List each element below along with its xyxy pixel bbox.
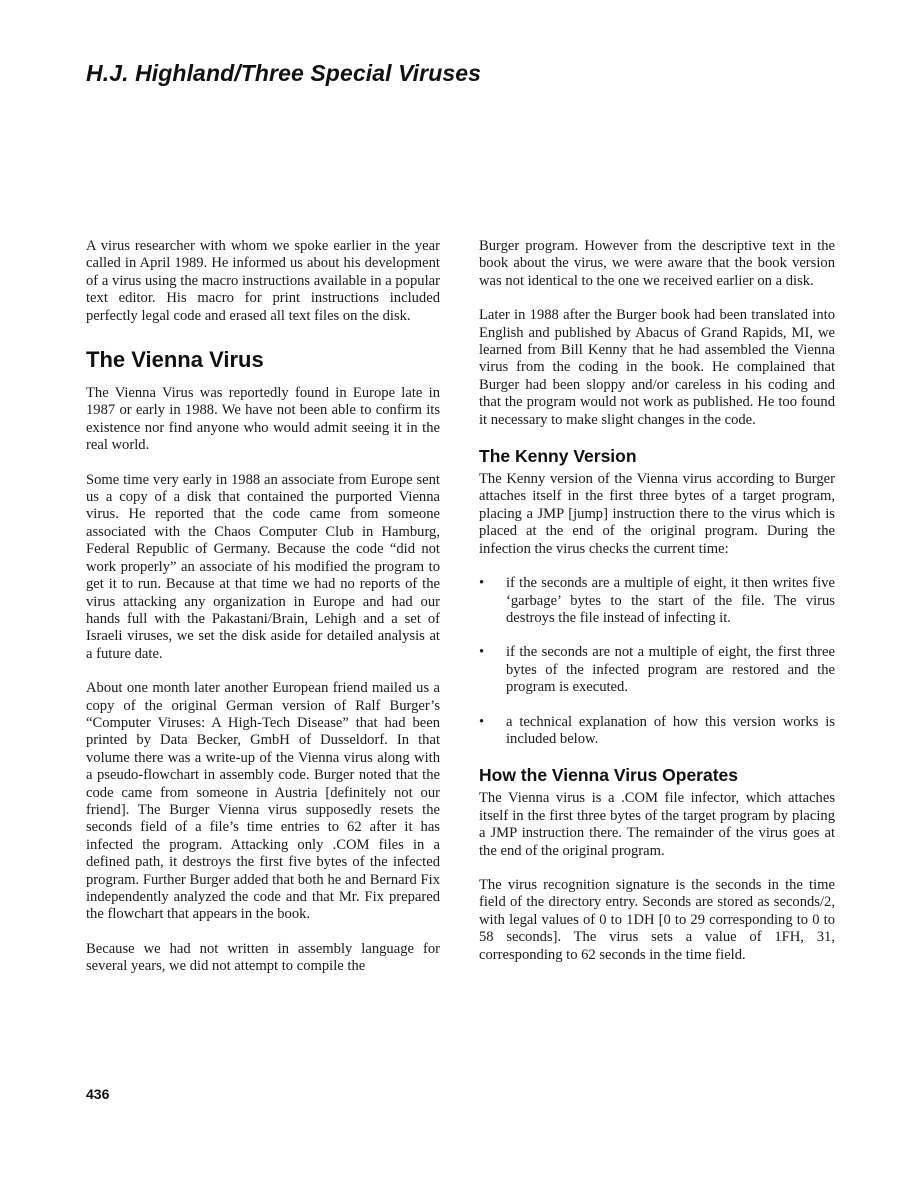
- body-paragraph: Because we had not written in assembly language for several years, we did not attempt to compile the: [86, 940, 440, 975]
- running-title: H.J. Highland/Three Special Viruses: [86, 60, 482, 86]
- body-paragraph: The Vienna Virus was reportedly found in Europe late in 1987 or early in 1988. We have not been able to confirm its existence nor find anyone who would admit seeing it in the real world.: [86, 385, 440, 454]
- bullet-item: • a technical explanation of how this version works is included below.: [479, 714, 835, 749]
- section-heading-kenny-version: The Kenny Version: [479, 446, 637, 467]
- section-heading-vienna-virus: The Vienna Virus: [86, 347, 264, 373]
- body-paragraph: The Vienna virus is a .COM file infector, which attaches itself in the first three bytes of the target program by placing a JMP instruction there. The remainder of the virus goes at the end of the original program.: [479, 790, 835, 859]
- bullet-item: • if the seconds are not a multiple of eight, the first three bytes of the infected program are restored and the program is executed.: [479, 644, 835, 696]
- body-paragraph: The Kenny version of the Vienna virus according to Burger attaches itself in the first three bytes of a target program, placing a JMP [jump] instruction there to the virus which is placed at the end of the original program. During the infection the virus checks the current time:: [479, 471, 835, 557]
- body-paragraph: About one month later another European friend mailed us a copy of the original German version of Ralf Burger’s “Computer Viruses: A High-Tech Disease” that had been printed by Data Becker, GmbH of Dusseldorf. In that volume there was a write-up of the Vienna virus along with a pseudo-flowchart in assembly code. Burger noted that the code came from someone in Austria [definitely not our friend]. The Burger Vienna virus supposedly resets the seconds field of a file’s time entries to 62 after it has infected the program. Attacking only .COM files in a defined path, it destroys the first five bytes of the infected program. Further Burger added that both he and Bernard Fix independently analyzed the code and that Mr. Fix prepared the flowchart that appears in the book.: [86, 680, 440, 923]
- intro-paragraph: A virus researcher with whom we spoke earlier in the year called in April 1989. He informed us about his development of a virus using the macro instructions available in a popular text editor. His macro for print instructions included perfectly legal code and erased all text files on the disk.: [86, 238, 440, 324]
- body-paragraph: Later in 1988 after the Burger book had been translated into English and published by Abacus of Grand Rapids, MI, we learned from Bill Kenny that he had assembled the Vienna virus from the coding in the book. He complained that Burger had been sloppy and/or careless in his coding and that the program would not work as published. He too found it necessary to make slight changes in the code.: [479, 307, 835, 428]
- bullet-list: [479, 575, 835, 748]
- body-paragraph: The virus recognition signature is the seconds in the time field of the directory entry. Seconds are stored as seconds/2, with legal values of 0 to 1DH [0 to 29 corresponding to 0 to 58 seconds]. The virus sets a value of 1FH, 31, corresponding to 62 seconds in the time field.: [479, 876, 835, 963]
- page-number: 436: [86, 1086, 110, 1102]
- body-paragraph: Burger program. However from the descriptive text in the book about the virus, we were aware that the book version was not identical to the one we received earlier on a disk.: [479, 238, 835, 289]
- left-column: [86, 238, 440, 993]
- right-column: [479, 238, 835, 981]
- section-heading-how-it-operates: How the Vienna Virus Operates: [479, 765, 739, 786]
- bullet-item: • if the seconds are a multiple of eight, it then writes five ‘garbage’ bytes to the start of the file. The virus destroys the file instead of infecting it.: [479, 575, 835, 627]
- body-paragraph: Some time very early in 1988 an associate from Europe sent us a copy of a disk that contained the purported Vienna virus. He reported that the code came from someone associated with the Chaos Computer Club in Hamburg, Federal Republic of Germany. Because the code “did not work properly” an associate of his modified the program to get it to run. Because at that time we had no reports of the virus attacking any organization in Europe and had our hands full with the Pakastani/Brain, Lehigh and a set of Israeli viruses, we set the disk aside for detailed analysis at a future date.: [86, 471, 440, 662]
